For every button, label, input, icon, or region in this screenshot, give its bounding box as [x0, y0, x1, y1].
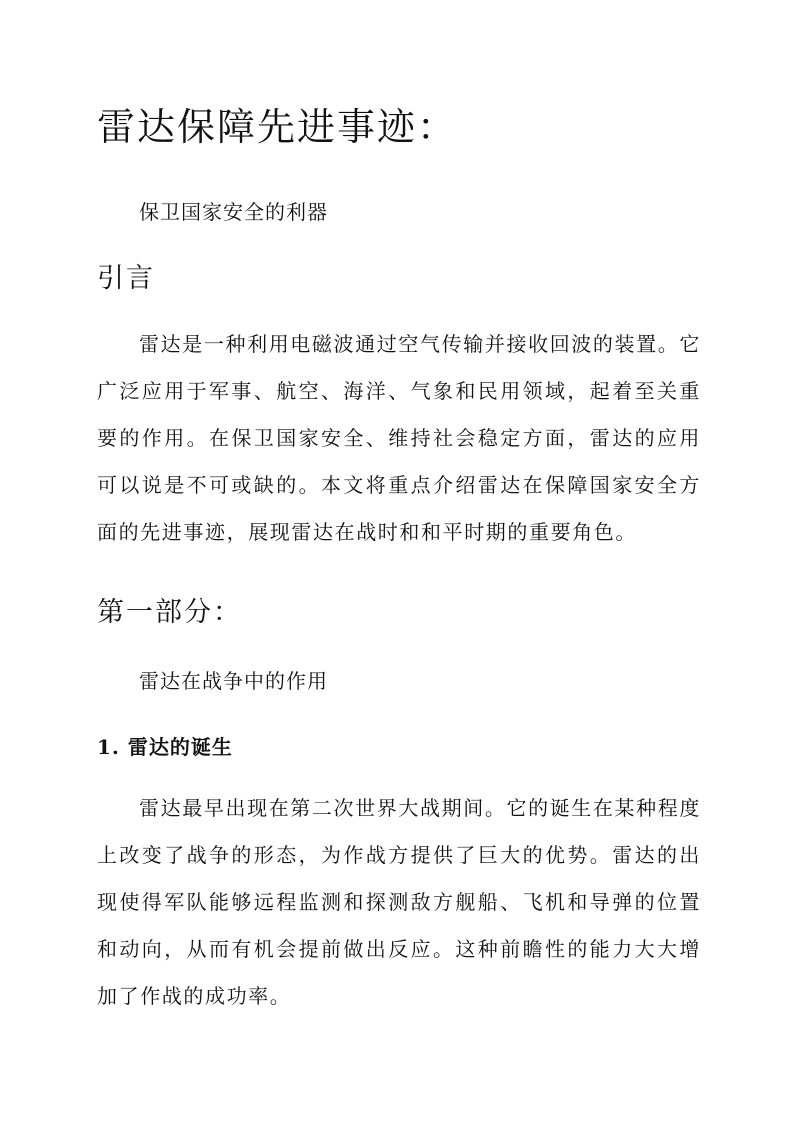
- part1-subtitle: 雷达在战争中的作用: [139, 669, 328, 693]
- intro-heading: 引言: [97, 263, 155, 294]
- part1-heading: 第一部分：: [97, 597, 242, 628]
- document-subtitle: 保卫国家安全的利器: [139, 200, 328, 224]
- section1-heading: 1. 雷达的诞生: [97, 735, 233, 759]
- intro-paragraph: 雷达是一种利用电磁波通过空气传输并接收回波的装置。它广泛应用于军事、航空、海洋、气象和民用领域，起着至关重要的作用。在保卫国家安全、维持社会稳定方面，雷达的应用可以说是不可或缺的。本文将重点介绍雷达在保障国家安全方面的先进事迹，展现雷达在战时和和平时期的重要角色。: [97, 332, 701, 544]
- section1-paragraph: 雷达最早出现在第二次世界大战期间。它的诞生在某种程度上改变了战争的形态，为作战方提供了巨大的优势。雷达的出现使得军队能够远程监测和探测敌方舰船、飞机和导弹的位置和动向，从而有机会提前做出反应。这种前瞻性的能力大大增加了作战的成功率。: [97, 796, 701, 1008]
- document-title: 雷达保障先进事迹：: [97, 105, 458, 149]
